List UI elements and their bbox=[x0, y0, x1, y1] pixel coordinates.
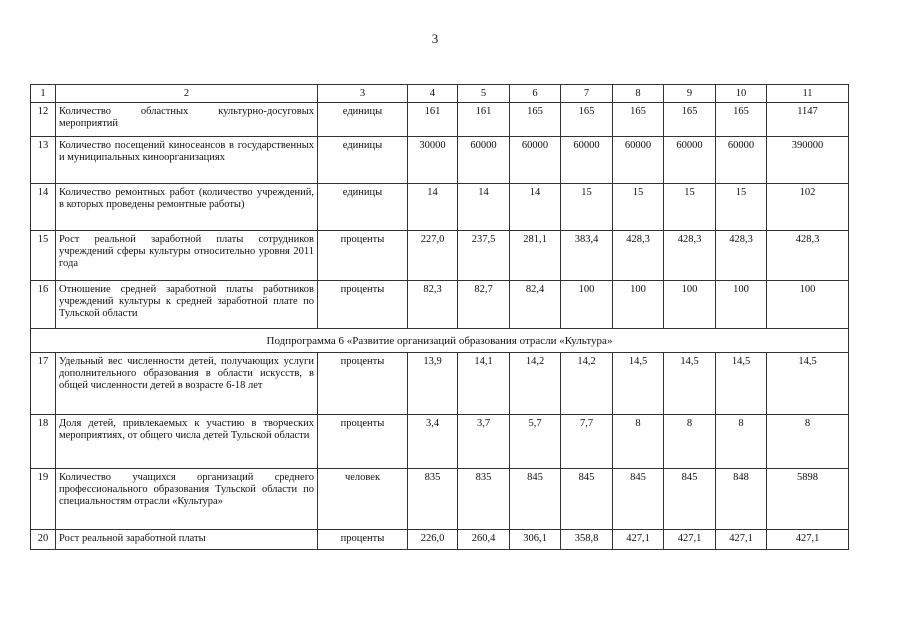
indicator-name-cell: Рост реальной заработной платы сотрудников учреждений сферы культуры относительно уровня 2011 года bbox=[56, 231, 318, 281]
value-cell: 14,5 bbox=[664, 353, 716, 415]
value-cell: 845 bbox=[510, 469, 561, 530]
row-number-cell: 17 bbox=[31, 353, 56, 415]
value-cell: 165 bbox=[664, 103, 716, 137]
value-cell: 82,4 bbox=[510, 281, 561, 329]
value-cell: 5898 bbox=[767, 469, 849, 530]
value-cell: 60000 bbox=[510, 137, 561, 184]
value-cell: 3,7 bbox=[458, 415, 510, 469]
row-number-cell: 19 bbox=[31, 469, 56, 530]
table-row bbox=[31, 415, 849, 469]
value-cell: 306,1 bbox=[510, 530, 561, 550]
subprogram-row bbox=[31, 329, 849, 353]
unit-cell: единицы bbox=[318, 103, 408, 137]
value-cell: 15 bbox=[561, 184, 613, 231]
value-cell: 100 bbox=[664, 281, 716, 329]
value-cell: 281,1 bbox=[510, 231, 561, 281]
unit-cell: проценты bbox=[318, 530, 408, 550]
indicator-name-cell: Отношение средней заработной платы работников учреждений культуры к средней заработной плате по Тульской области bbox=[56, 281, 318, 329]
value-cell: 100 bbox=[716, 281, 767, 329]
value-cell: 82,3 bbox=[408, 281, 458, 329]
column-header-cell: 7 bbox=[561, 85, 613, 103]
unit-cell: человек bbox=[318, 469, 408, 530]
row-number-cell: 20 bbox=[31, 530, 56, 550]
value-cell: 8 bbox=[664, 415, 716, 469]
value-cell: 14,1 bbox=[458, 353, 510, 415]
value-cell: 8 bbox=[613, 415, 664, 469]
indicators-table bbox=[30, 84, 849, 550]
value-cell: 428,3 bbox=[664, 231, 716, 281]
value-cell: 1147 bbox=[767, 103, 849, 137]
table-row bbox=[31, 530, 849, 550]
value-cell: 14 bbox=[458, 184, 510, 231]
value-cell: 428,3 bbox=[716, 231, 767, 281]
row-number-cell: 12 bbox=[31, 103, 56, 137]
value-cell: 427,1 bbox=[613, 530, 664, 550]
value-cell: 8 bbox=[767, 415, 849, 469]
column-header-cell: 5 bbox=[458, 85, 510, 103]
row-number-cell: 13 bbox=[31, 137, 56, 184]
value-cell: 30000 bbox=[408, 137, 458, 184]
value-cell: 165 bbox=[613, 103, 664, 137]
unit-cell: единицы bbox=[318, 184, 408, 231]
unit-cell: проценты bbox=[318, 281, 408, 329]
row-number-cell: 16 bbox=[31, 281, 56, 329]
value-cell: 14 bbox=[408, 184, 458, 231]
indicator-name-cell: Удельный вес численности детей, получающих услуги дополнительного образования в области искусств, в общей численности детей в возрасте 6-18 лет bbox=[56, 353, 318, 415]
value-cell: 227,0 bbox=[408, 231, 458, 281]
value-cell: 7,7 bbox=[561, 415, 613, 469]
value-cell: 161 bbox=[408, 103, 458, 137]
value-cell: 848 bbox=[716, 469, 767, 530]
row-number-cell: 15 bbox=[31, 231, 56, 281]
value-cell: 428,3 bbox=[767, 231, 849, 281]
value-cell: 161 bbox=[458, 103, 510, 137]
column-header-cell: 1 bbox=[31, 85, 56, 103]
indicator-name-cell: Рост реальной заработной платы bbox=[56, 530, 318, 550]
value-cell: 60000 bbox=[613, 137, 664, 184]
value-cell: 14,2 bbox=[561, 353, 613, 415]
value-cell: 82,7 bbox=[458, 281, 510, 329]
row-number-cell: 18 bbox=[31, 415, 56, 469]
indicator-name-cell: Количество областных культурно-досуговых мероприятий bbox=[56, 103, 318, 137]
value-cell: 15 bbox=[613, 184, 664, 231]
value-cell: 427,1 bbox=[664, 530, 716, 550]
value-cell: 60000 bbox=[561, 137, 613, 184]
value-cell: 835 bbox=[408, 469, 458, 530]
table-row bbox=[31, 231, 849, 281]
table-row bbox=[31, 137, 849, 184]
value-cell: 100 bbox=[767, 281, 849, 329]
value-cell: 383,4 bbox=[561, 231, 613, 281]
column-header-cell: 3 bbox=[318, 85, 408, 103]
table-row bbox=[31, 281, 849, 329]
value-cell: 845 bbox=[613, 469, 664, 530]
unit-cell: проценты bbox=[318, 231, 408, 281]
value-cell: 165 bbox=[561, 103, 613, 137]
value-cell: 3,4 bbox=[408, 415, 458, 469]
indicator-name-cell: Количество учащихся организаций среднего профессионального образования Тульской области по специальностям отрасли «Культура» bbox=[56, 469, 318, 530]
unit-cell: проценты bbox=[318, 353, 408, 415]
value-cell: 14 bbox=[510, 184, 561, 231]
value-cell: 14,2 bbox=[510, 353, 561, 415]
value-cell: 100 bbox=[561, 281, 613, 329]
value-cell: 13,9 bbox=[408, 353, 458, 415]
value-cell: 14,5 bbox=[716, 353, 767, 415]
value-cell: 15 bbox=[664, 184, 716, 231]
table-row bbox=[31, 184, 849, 231]
value-cell: 14,5 bbox=[767, 353, 849, 415]
value-cell: 8 bbox=[716, 415, 767, 469]
value-cell: 427,1 bbox=[767, 530, 849, 550]
indicator-name-cell: Количество ремонтных работ (количество учреждений, в которых проведены ремонтные работы) bbox=[56, 184, 318, 231]
value-cell: 60000 bbox=[716, 137, 767, 184]
table-header-row bbox=[31, 85, 849, 103]
value-cell: 427,1 bbox=[716, 530, 767, 550]
column-header-cell: 10 bbox=[716, 85, 767, 103]
value-cell: 260,4 bbox=[458, 530, 510, 550]
value-cell: 428,3 bbox=[613, 231, 664, 281]
table-row bbox=[31, 469, 849, 530]
column-header-cell: 4 bbox=[408, 85, 458, 103]
column-header-cell: 9 bbox=[664, 85, 716, 103]
value-cell: 165 bbox=[510, 103, 561, 137]
value-cell: 845 bbox=[561, 469, 613, 530]
indicator-name-cell: Количество посещений киносеансов в государственных и муниципальных киноорганизациях bbox=[56, 137, 318, 184]
row-number-cell: 14 bbox=[31, 184, 56, 231]
value-cell: 100 bbox=[613, 281, 664, 329]
value-cell: 60000 bbox=[458, 137, 510, 184]
value-cell: 15 bbox=[716, 184, 767, 231]
table-row bbox=[31, 353, 849, 415]
value-cell: 835 bbox=[458, 469, 510, 530]
column-header-cell: 2 bbox=[56, 85, 318, 103]
value-cell: 165 bbox=[716, 103, 767, 137]
value-cell: 5,7 bbox=[510, 415, 561, 469]
column-header-cell: 11 bbox=[767, 85, 849, 103]
value-cell: 358,8 bbox=[561, 530, 613, 550]
column-header-cell: 8 bbox=[613, 85, 664, 103]
value-cell: 237,5 bbox=[458, 231, 510, 281]
page-number: 3 bbox=[431, 31, 439, 46]
value-cell: 390000 bbox=[767, 137, 849, 184]
unit-cell: единицы bbox=[318, 137, 408, 184]
subprogram-title: Подпрограмма 6 «Развитие организаций образования отрасли «Культура» bbox=[31, 329, 849, 353]
value-cell: 845 bbox=[664, 469, 716, 530]
value-cell: 14,5 bbox=[613, 353, 664, 415]
value-cell: 102 bbox=[767, 184, 849, 231]
table-row bbox=[31, 103, 849, 137]
column-header-cell: 6 bbox=[510, 85, 561, 103]
unit-cell: проценты bbox=[318, 415, 408, 469]
value-cell: 60000 bbox=[664, 137, 716, 184]
value-cell: 226,0 bbox=[408, 530, 458, 550]
indicator-name-cell: Доля детей, привлекаемых к участию в творческих мероприятиях, от общего числа детей Тульской области bbox=[56, 415, 318, 469]
